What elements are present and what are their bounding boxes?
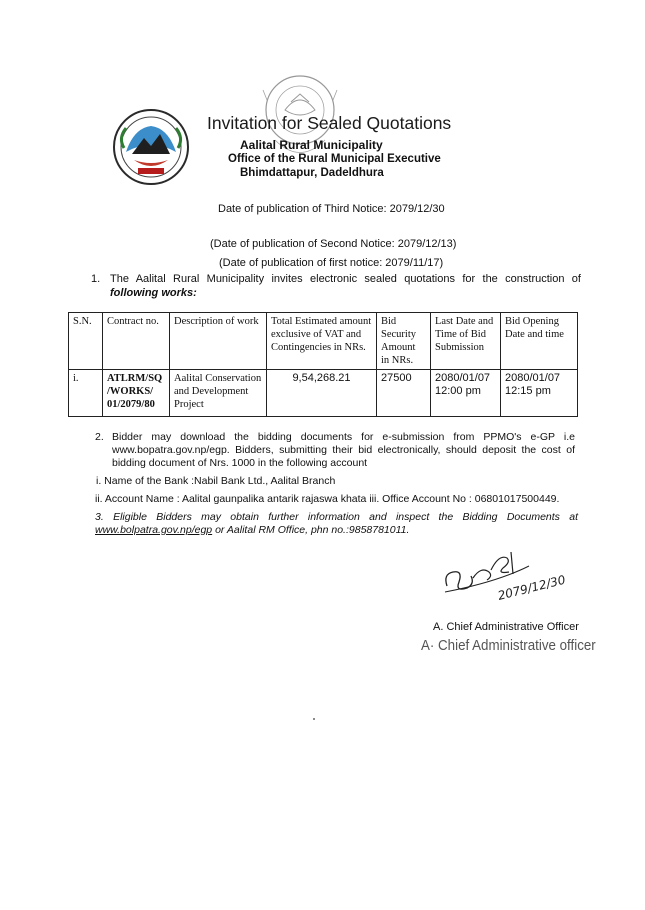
bank-name: i. Name of the Bank :Nabil Bank Ltd., Aalital Branch [96,475,336,487]
second-notice-date: (Date of publication of Second Notice: 2079/12/13) [210,238,457,250]
item-number: 2. [95,431,104,443]
download-paragraph [95,431,575,470]
further-info-text: 3. Eligible Bidders may obtain further information and inspect the Bidding Documents at [95,511,578,523]
document-title: Invitation for Sealed Quotations [207,113,452,133]
estimate-cell: 9,54,268.21 [267,370,377,417]
opening-date-cell: 2080/01/07 12:15 pm [501,370,578,417]
invitation-paragraph [91,272,581,300]
table-header-row [69,313,578,370]
contract-number-cell: ATLRM/SQ /WORKS/ 01/2079/80 [103,370,170,417]
column-header: Last Date and Time of Bid Submission [431,313,501,370]
invitation-emphasis: following works: [110,287,197,299]
nepal-emblem-icon [112,108,190,186]
office-name: Office of the Rural Municipal Executive [228,153,441,165]
serial-number-cell: i. [69,370,103,417]
invitation-text: The Aalital Rural Municipality invites electronic sealed quotations for the construction of [110,273,581,285]
bid-security-cell: 27500 [377,370,431,417]
further-info-paragraph [95,511,578,537]
officer-title: A. Chief Administrative Officer [433,621,579,633]
page-mark [313,718,315,720]
description-cell: Aalital Conservation and Development Project [170,370,267,417]
further-info-suffix: or Aalital RM Office, phn no.:9858781011. [215,524,410,536]
first-notice-date: (Date of publication of first notice: 2079/11/17) [219,257,444,269]
third-notice-date: Date of publication of Third Notice: 2079/12/30 [218,203,445,215]
signature-date: 2079/12/30 [496,572,567,603]
column-header: Description of work [170,313,267,370]
organization-name: Aalital Rural Municipality [240,138,383,152]
works-table [68,312,578,417]
column-header: S.N. [69,313,103,370]
handwritten-signature [437,548,572,608]
officer-stamp: A· Chief Administrative officer [421,638,596,654]
table-row [69,370,578,417]
column-header: Contract no. [103,313,170,370]
column-header: Bid Opening Date and time [501,313,578,370]
column-header: Bid Security Amount in NRs. [377,313,431,370]
column-header: Total Estimated amount exclusive of VAT and Contingencies in NRs. [267,313,377,370]
submission-date-cell: 2080/01/07 12:00 pm [431,370,501,417]
bolpatra-link[interactable]: www.bolpatra.gov.np/egp [95,524,213,536]
office-address: Bhimdattapur, Dadeldhura [240,167,384,179]
account-details: ii. Account Name : Aalital gaunpalika antarik rajaswa khata iii. Office Account No : 06801017500449. [95,493,560,505]
download-text: Bidder may download the bidding documents for e-submission from PPMO's e-GP i.e www.bopatra.gov.np/egp. Bidders, submitting their bid electronically, should deposit the cost of bidding document of Nrs. 1000 in the following account [112,431,575,469]
item-number: 1. [91,273,101,285]
